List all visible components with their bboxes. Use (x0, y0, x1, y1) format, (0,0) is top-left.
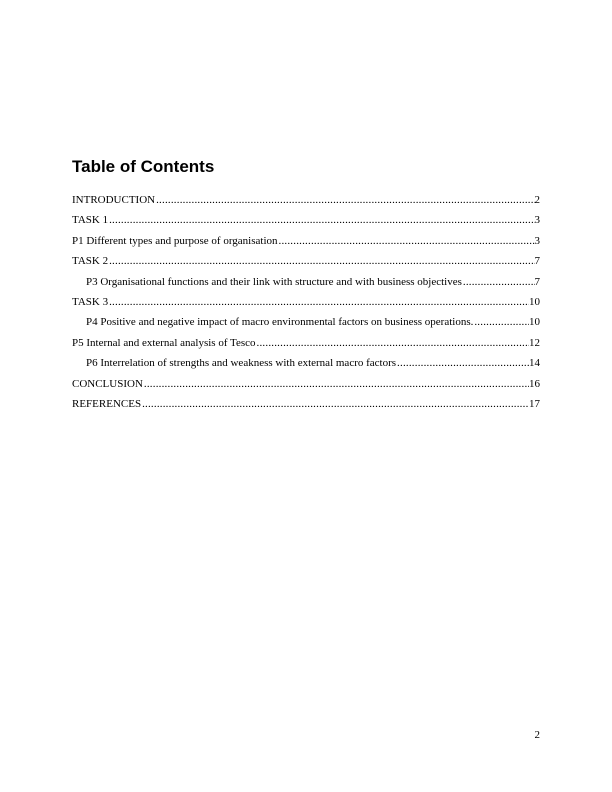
toc-entry-introduction[interactable] (72, 190, 540, 210)
toc-entry-page: 3 (534, 214, 540, 227)
toc-entry-page: 10 (529, 316, 540, 329)
page-number: 2 (534, 729, 540, 741)
toc-entry-p5[interactable] (72, 333, 540, 353)
dot-leader (109, 292, 529, 312)
toc-entry-p4[interactable] (72, 312, 540, 332)
toc-entry-page: 12 (529, 336, 540, 349)
toc-entry-page: 16 (529, 377, 540, 390)
toc-entry-title: P4 Positive and negative impact of macro environmental factors on business operations. (86, 316, 474, 329)
toc-entry-title: REFERENCES (72, 397, 142, 410)
dot-leader (463, 272, 535, 292)
toc-entry-title: TASK 1 (72, 214, 109, 227)
dot-leader (144, 374, 529, 394)
toc-entry-p6[interactable] (72, 353, 540, 373)
toc-entry-page: 2 (534, 194, 540, 206)
toc-entry-task-1[interactable] (72, 210, 540, 230)
toc-entry-title: TASK 3 (72, 295, 109, 308)
dot-leader (156, 190, 534, 210)
dot-leader (109, 210, 534, 230)
toc-entry-conclusion[interactable] (72, 374, 540, 394)
toc-entry-title: CONCLUSION (72, 377, 143, 390)
toc-entry-task-3[interactable] (72, 292, 540, 312)
toc-entry-title: P3 Organisational functions and their link with structure and with business objectives (86, 275, 462, 288)
toc-entry-title: P5 Internal and external analysis of Tesco (72, 336, 256, 349)
toc-heading: Table of Contents (72, 157, 215, 176)
toc-entry-title: TASK 2 (72, 255, 109, 268)
toc-entry-references[interactable] (72, 394, 540, 414)
dot-leader (257, 333, 529, 353)
toc-entry-title: P1 Different types and purpose of organisation (72, 234, 278, 247)
toc-entry-p1[interactable] (72, 231, 540, 251)
toc-entry-page: 14 (529, 357, 540, 370)
toc-entry-page: 17 (529, 397, 540, 410)
toc-entry-task-2[interactable] (72, 251, 540, 271)
toc-entry-page: 10 (529, 295, 540, 308)
toc-list (72, 190, 540, 414)
dot-leader (109, 251, 534, 271)
toc-entry-page: 3 (534, 234, 540, 247)
toc-entry-page: 7 (534, 275, 540, 288)
dot-leader (279, 231, 535, 251)
toc-entry-p3[interactable] (72, 272, 540, 292)
toc-entry-page: 7 (534, 255, 540, 268)
dot-leader (397, 353, 529, 373)
toc-entry-title: P6 Interrelation of strengths and weakness with external macro factors (86, 357, 397, 370)
dot-leader (142, 394, 529, 414)
toc-entry-title: INTRODUCTION (72, 194, 156, 206)
dot-leader (474, 312, 529, 332)
